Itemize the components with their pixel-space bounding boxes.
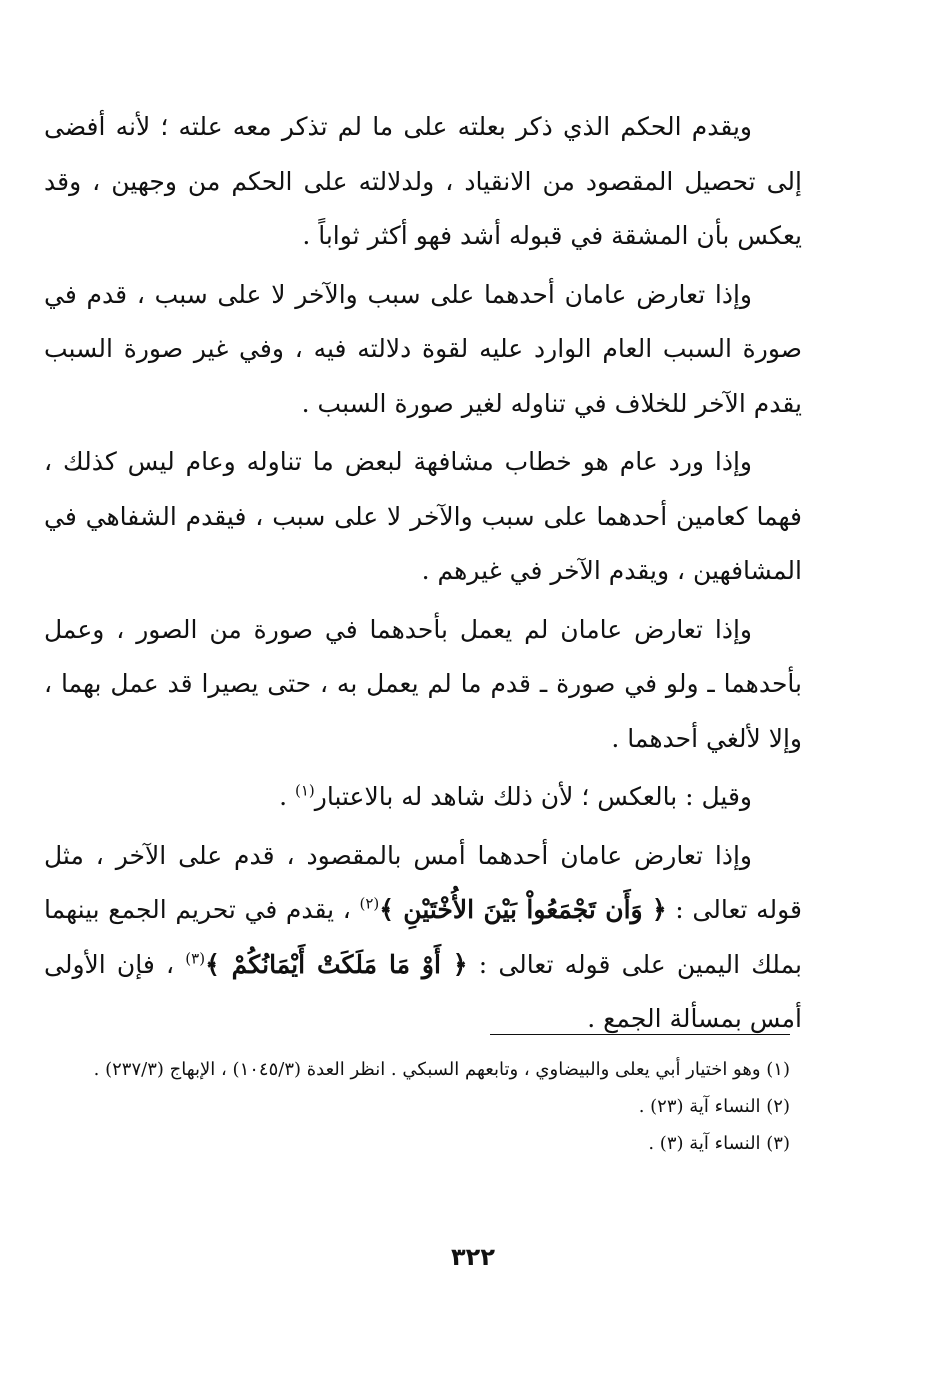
paragraph-5-text: وقيل : بالعكس ؛ لأن ذلك شاهد له بالاعتبار (314, 782, 752, 811)
paragraph-6-part-2: ، يقدم في تحريم الجمع بينهما بملك اليمين على قوله تعالى : (44, 895, 802, 979)
paragraph-6 (44, 829, 802, 1047)
main-text (44, 100, 802, 1051)
paragraph-2: وإذا تعارض عامان أحدهما على سبب والآخر لا على سبب ، قدم في صورة السبب العام الوارد عليه لقوة دلالته فيه ، وفي غير صورة السبب يقدم الآخر للخلاف في تناوله لغير صورة السبب . (44, 279, 802, 418)
page-number: ٣٢٢ (451, 1243, 495, 1271)
paragraph-3: وإذا ورد عام هو خطاب مشافهة لبعض ما تناوله وعام ليس كذلك ، فهما كعامين أحدهما على سبب والآخر لا على سبب ، فيقدم الشفاهي في المشافهين ، ويقدم الآخر في غيرهم . (44, 447, 802, 585)
footnote-ref-3: (٣) (185, 949, 206, 968)
paragraph-6-part-1: وإذا تعارض عامان أحدهما أمس بالمقصود ، قدم على الآخر ، مثل قوله تعالى : (44, 840, 802, 924)
paragraph-4: وإذا تعارض عامان لم يعمل بأحدهما في صورة من الصور ، وعمل بأحدهما ـ ولو في صورة ـ قدم ما لم يعمل به ، حتى يصيرا قد عمل بهما ، وإلا لألغي أحدهما . (44, 614, 802, 753)
footnote-2: (٢) النساء آية (٢٣) . (638, 1096, 790, 1117)
footnote-3: (٣) النساء آية (٣) . (648, 1133, 790, 1154)
quran-verse-1: ﴿ وَأَن تَجْمَعُواْ بَيْنَ الأُخْتَيْنِ ﴾ (379, 895, 667, 924)
quran-verse-2: ﴿ أَوْ مَا مَلَكَتْ أَيْمَانُكُمْ ﴾ (205, 949, 468, 979)
paragraph-5-end: . (279, 782, 295, 811)
paragraph-5 (44, 770, 802, 825)
footnote-ref-1: (١) (294, 781, 315, 800)
footnote-1: (١) وهو اختيار أبي يعلى والبيضاوي ، وتابعهم السبكي . انظر العدة (١٠٤٥/٣) ، الإبهاج (٢٣٧/٣) . (93, 1059, 790, 1080)
paragraph-1: ويقدم الحكم الذي ذكر بعلته على ما لم تذكر معه علته ؛ لأنه أفضى إلى تحصيل المقصود من الانقياد ، ولدلالته على الحكم من وجهين ، وقد يعكس بأن المشقة في قبوله أشد فهو أكثر ثواباً . (44, 112, 802, 250)
footnotes (60, 1054, 790, 1165)
paragraph-6-part-3: ، فإن الأولى أمس بمسألة الجمع . (44, 949, 802, 1033)
footnote-ref-2: (٢) (359, 894, 380, 913)
footnote-divider (490, 1034, 790, 1035)
